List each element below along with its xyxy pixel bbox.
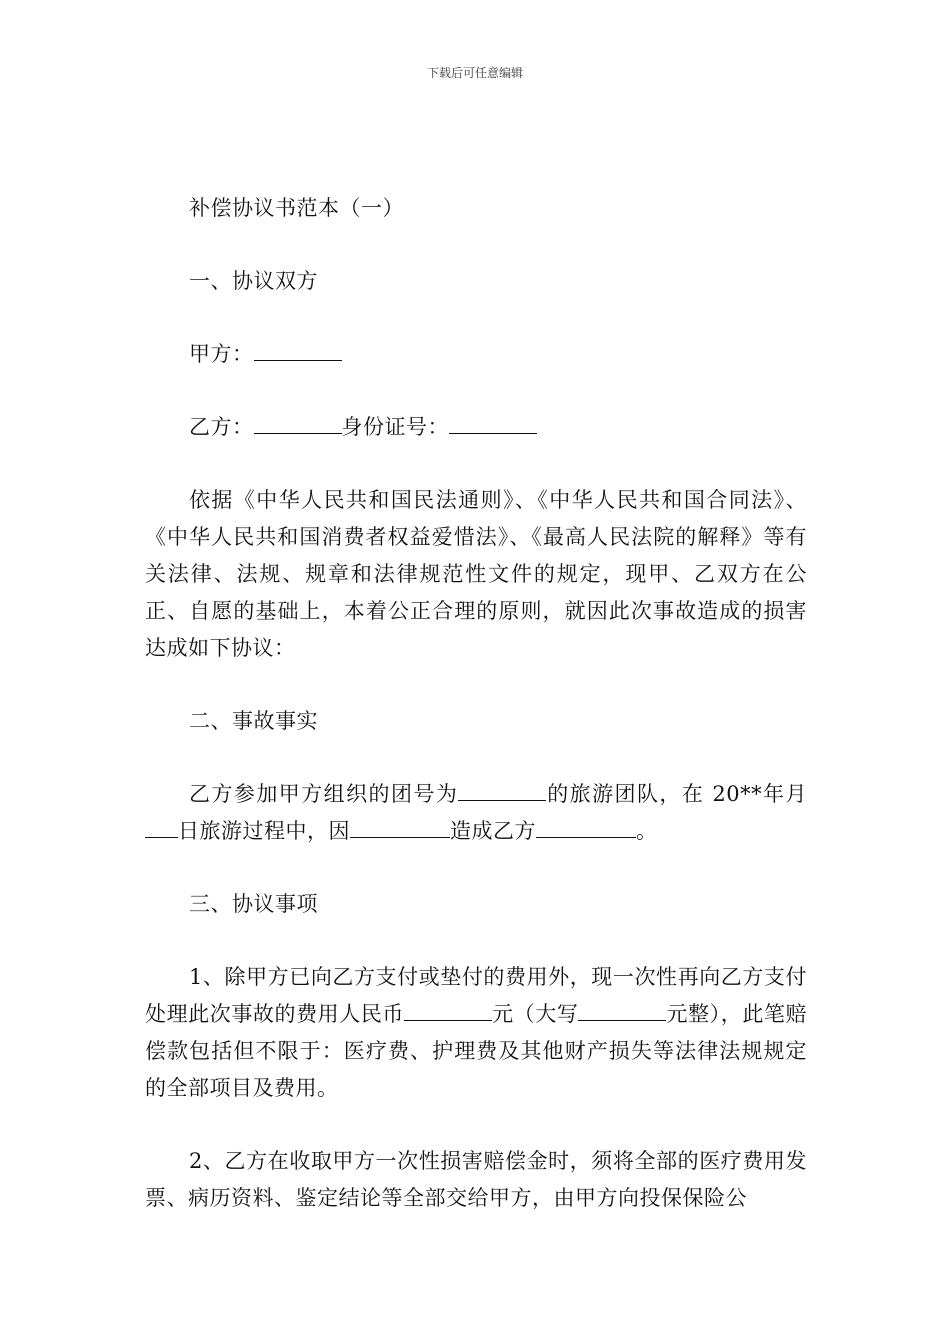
- document-title: 补偿协议书范本（一）: [189, 196, 404, 220]
- party-a-line: [145, 336, 807, 373]
- item1-text-b: 元（大写: [492, 1002, 579, 1026]
- agreement-item-1: [145, 959, 807, 1107]
- basis-paragraph: 依据《中华人民共和国民法通则》、《中华人民共和国合同法》、《中华人民共和国消费者权益爱惜法》、《最高人民法院的解释》等有关法律、法规、规章和法律规范性文件的规定，现甲、乙双方在公正、自愿的基础上，本着公正合理的原则，就因此次事故造成的损害达成如下协议：: [145, 488, 807, 660]
- facts-text-1: 乙方参加甲方组织的团号为: [189, 782, 459, 806]
- section-2-heading: 二、事故事实: [189, 709, 318, 733]
- injury-blank: [536, 815, 636, 838]
- amount-uppercase-blank: [578, 998, 666, 1021]
- party-b-label: 乙方：: [189, 415, 254, 439]
- accident-facts-paragraph: [145, 776, 807, 850]
- tour-number-blank: [458, 778, 546, 801]
- cause-blank: [350, 815, 450, 838]
- facts-text-5: 。: [636, 819, 658, 843]
- party-a-label: 甲方：: [189, 342, 254, 366]
- facts-text-2: 的旅游团队，在 20**年月: [546, 782, 807, 806]
- amount-blank: [404, 998, 492, 1021]
- header-note: 下载后可任意编辑: [426, 66, 523, 80]
- item1-text-c: 元整），此笔赔偿款包括但不限于：医疗费、护理费及其他财产损失等法律法规规定的全部项目及费用。: [145, 1002, 808, 1100]
- facts-text-4: 造成乙方: [450, 819, 536, 843]
- party-a-blank: [254, 338, 342, 361]
- section-3-heading: 三、协议事项: [189, 892, 318, 916]
- section-1-heading: 一、协议双方: [189, 269, 318, 293]
- item1-text-a: 1、除甲方已向乙方支付或垫付的费用外，现一次性再向乙方支付处理此次事故的费用人民币: [145, 965, 807, 1026]
- agreement-item-2: 2、乙方在收取甲方一次性损害赔偿金时，须将全部的医疗费用发票、病历资料、鉴定结论等全部交给甲方，由甲方向投保保险公: [145, 1149, 807, 1210]
- id-blank: [449, 411, 537, 434]
- day-blank: [145, 815, 178, 838]
- party-b-line: [145, 409, 807, 446]
- id-label: 身份证号：: [341, 415, 449, 439]
- party-b-blank: [254, 411, 342, 434]
- facts-text-3: 日旅游过程中，因: [178, 819, 350, 843]
- document-body: [145, 190, 807, 1253]
